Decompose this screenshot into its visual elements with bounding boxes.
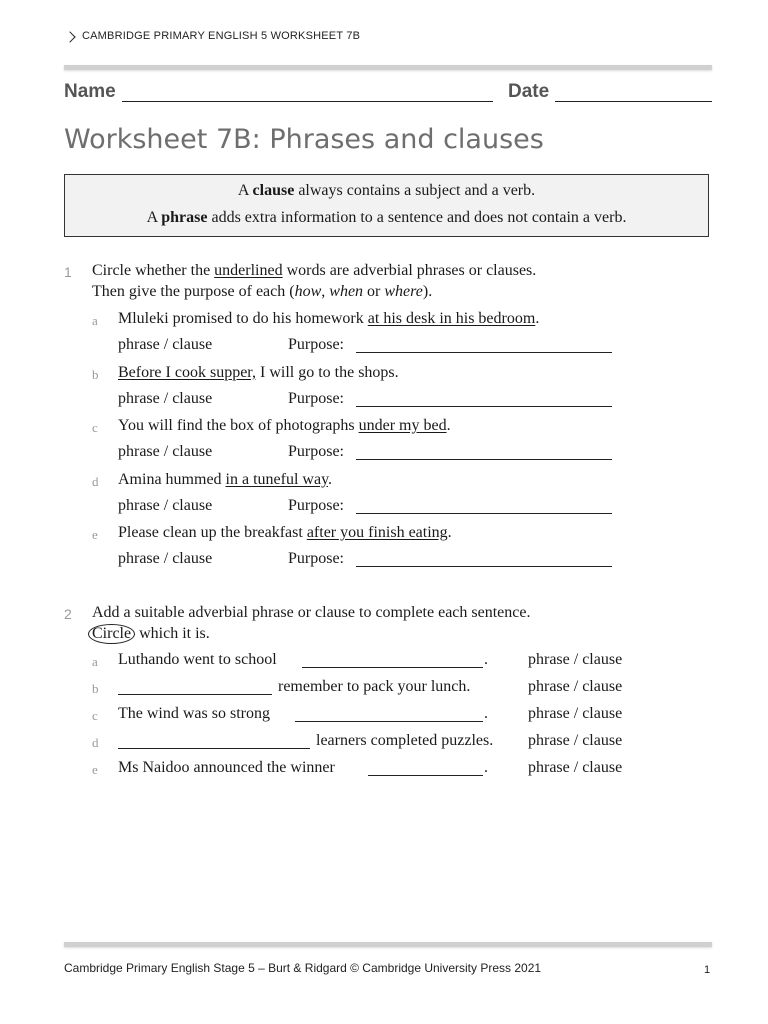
phrase-clause-choice[interactable]: phrase / clause bbox=[528, 678, 623, 695]
item-letter: b bbox=[92, 681, 99, 696]
item-letter: c bbox=[92, 420, 98, 435]
sentence-text: learners completed puzzles. bbox=[316, 732, 494, 749]
q1-instruction: Circle whether the underlined words are adverbial phrases or clauses. bbox=[92, 262, 537, 279]
question-number: 1 bbox=[64, 264, 72, 280]
underlined-words: under my bed bbox=[358, 417, 447, 434]
sentence-text: You will find the box of photographs bbox=[118, 417, 359, 434]
phrase-definition: A phrase adds extra information to a sentence and does not contain a verb. bbox=[146, 209, 627, 226]
phrase-clause-choice[interactable]: phrase / clause bbox=[118, 336, 213, 353]
purpose-label: Purpose: bbox=[288, 336, 344, 353]
purpose-label: Purpose: bbox=[288, 496, 344, 514]
underlined-words: Before I cook supper, bbox=[118, 363, 256, 381]
item-letter: a bbox=[92, 654, 98, 669]
sentence-text: . bbox=[535, 310, 540, 327]
sentence-text: . bbox=[484, 759, 488, 776]
name-date-row bbox=[64, 80, 712, 104]
sentence-text: Mluleki promised to do his homework bbox=[118, 310, 368, 327]
sentence-text: Please clean up the breakfast bbox=[118, 524, 307, 541]
purpose-answer-field[interactable] bbox=[356, 552, 612, 567]
sentence-text: I will go to the shops. bbox=[255, 363, 399, 381]
name-label: Name bbox=[64, 81, 116, 102]
answer-field[interactable] bbox=[368, 761, 483, 776]
bottom-divider bbox=[64, 942, 712, 947]
sentence-text: . bbox=[447, 524, 452, 541]
item-letter: b bbox=[92, 366, 99, 382]
top-divider bbox=[64, 65, 712, 70]
answer-field[interactable] bbox=[302, 653, 483, 668]
sentence-text: The wind was so strong bbox=[118, 705, 270, 722]
q1-sentence bbox=[118, 471, 332, 489]
q1-instruction-line2: Then give the purpose of each (how, when or where). bbox=[92, 283, 433, 300]
phrase-clause-choice[interactable]: phrase / clause bbox=[528, 705, 623, 722]
phrase-clause-choice[interactable]: phrase / clause bbox=[528, 651, 623, 668]
answer-field[interactable] bbox=[118, 680, 272, 695]
item-letter: c bbox=[92, 708, 98, 723]
footer-credit: Cambridge Primary English Stage 5 – Burt & Ridgard © Cambridge University Press 2021 bbox=[64, 961, 542, 975]
series-title: CAMBRIDGE PRIMARY ENGLISH 5 WORKSHEET 7B bbox=[82, 30, 361, 42]
q1-sentence bbox=[118, 364, 399, 382]
item-letter: a bbox=[92, 313, 98, 328]
running-header bbox=[66, 30, 360, 42]
sentence-text: . bbox=[446, 417, 451, 434]
q1-sentence bbox=[118, 524, 452, 542]
underlined-words: in a tuneful way bbox=[225, 470, 329, 488]
sentence-text: . bbox=[328, 470, 333, 488]
phrase-clause-choice[interactable]: phrase / clause bbox=[528, 732, 623, 749]
name-field[interactable] bbox=[122, 101, 493, 102]
purpose-answer-field[interactable] bbox=[356, 338, 612, 353]
item-letter: e bbox=[92, 527, 98, 542]
phrase-clause-choice[interactable]: phrase / clause bbox=[118, 443, 213, 460]
sentence-text: Luthando went to school bbox=[118, 651, 277, 668]
phrase-term: phrase bbox=[161, 209, 208, 226]
purpose-answer-field[interactable] bbox=[356, 499, 612, 514]
underlined-words: at his desk in his bedroom bbox=[367, 310, 536, 327]
sentence-text: Amina hummed bbox=[118, 470, 226, 488]
page-title: Worksheet 7B: Phrases and clauses bbox=[64, 124, 544, 155]
purpose-answer-field[interactable] bbox=[356, 392, 612, 407]
phrase-clause-choice[interactable]: phrase / clause bbox=[118, 550, 213, 567]
purpose-label: Purpose: bbox=[288, 389, 344, 407]
chevron-right-icon bbox=[64, 31, 75, 42]
sentence-text: Ms Naidoo announced the winner bbox=[118, 759, 335, 776]
underlined-words: after you finish eating bbox=[306, 524, 448, 541]
purpose-label: Purpose: bbox=[288, 550, 344, 567]
item-letter: d bbox=[92, 473, 99, 489]
answer-field[interactable] bbox=[295, 707, 483, 722]
sentence-text: . bbox=[484, 651, 488, 668]
definition-box bbox=[64, 174, 709, 237]
q2-instruction: Add a suitable adverbial phrase or clause to complete each sentence. bbox=[92, 604, 531, 621]
purpose-answer-field[interactable] bbox=[356, 445, 612, 460]
clause-definition: A clause always contains a subject and a verb. bbox=[237, 182, 536, 199]
date-field[interactable] bbox=[555, 101, 712, 102]
item-letter: d bbox=[92, 735, 99, 750]
phrase-clause-choice[interactable]: phrase / clause bbox=[528, 759, 623, 776]
phrase-clause-choice[interactable]: phrase / clause bbox=[118, 389, 213, 407]
q2-instruction-line2: Circle which it is. bbox=[92, 624, 210, 644]
date-label: Date bbox=[508, 81, 550, 102]
page-number: 1 bbox=[704, 964, 711, 976]
q1-sentence bbox=[118, 310, 539, 328]
answer-field[interactable] bbox=[118, 734, 310, 749]
item-letter: e bbox=[92, 762, 98, 777]
sentence-text: . bbox=[484, 705, 488, 722]
phrase-clause-choice[interactable]: phrase / clause bbox=[118, 496, 213, 514]
q1-sentence bbox=[118, 417, 451, 435]
circled-word: Circle bbox=[88, 624, 135, 644]
question-number: 2 bbox=[64, 606, 72, 622]
sentence-text: remember to pack your lunch. bbox=[278, 678, 471, 695]
purpose-label: Purpose: bbox=[288, 443, 344, 460]
clause-term: clause bbox=[252, 182, 295, 199]
